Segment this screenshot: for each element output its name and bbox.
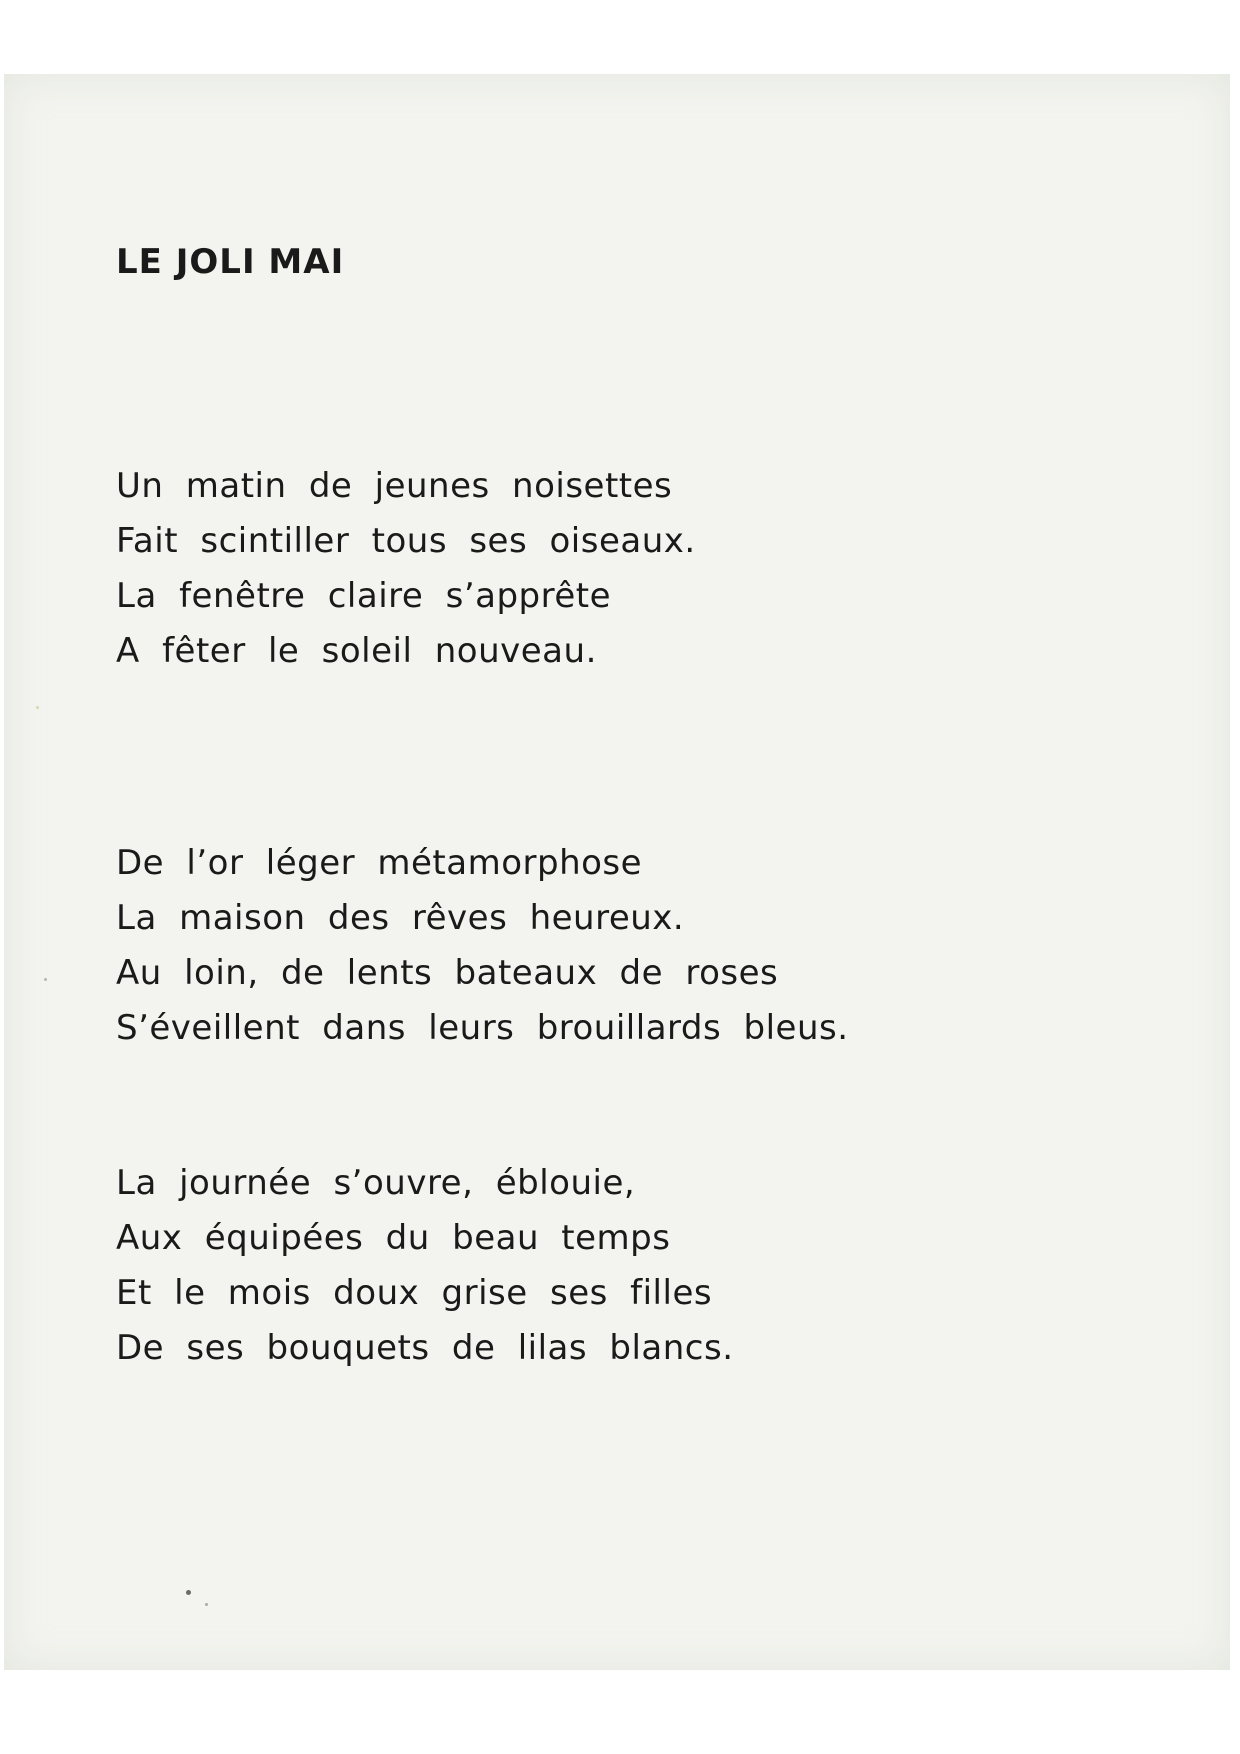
stanza-1: [116, 459, 696, 679]
poem-line: Fait scintiller tous ses oiseaux.: [116, 521, 696, 561]
poem-line: Un matin de jeunes noisettes: [116, 466, 673, 506]
poem-title: LE JOLI MAI: [116, 242, 345, 282]
poem-line: La journée s’ouvre, éblouie,: [116, 1163, 636, 1203]
poem-line: La maison des rêves heureux.: [116, 898, 685, 938]
poem-line: Et le mois doux grise ses filles: [116, 1273, 713, 1313]
poem-line: De l’or léger métamorphose: [116, 843, 643, 883]
paper-speck: [44, 978, 47, 981]
poem-line: Aux équipées du beau temps: [116, 1218, 671, 1258]
poem-line: S’éveillent dans leurs brouillards bleus.: [116, 1008, 849, 1048]
poem-line: A fêter le soleil nouveau.: [116, 631, 597, 671]
poem-line: Au loin, de lents bateaux de roses: [116, 953, 779, 993]
stanza-2: [116, 836, 849, 1056]
poem-line: De ses bouquets de lilas blancs.: [116, 1328, 734, 1368]
paper-speck: [186, 1590, 191, 1595]
stanza-3: [116, 1156, 734, 1376]
poem-line: La fenêtre claire s’apprête: [116, 576, 612, 616]
paper-speck: [205, 1603, 208, 1606]
paper-speck: [36, 706, 39, 709]
